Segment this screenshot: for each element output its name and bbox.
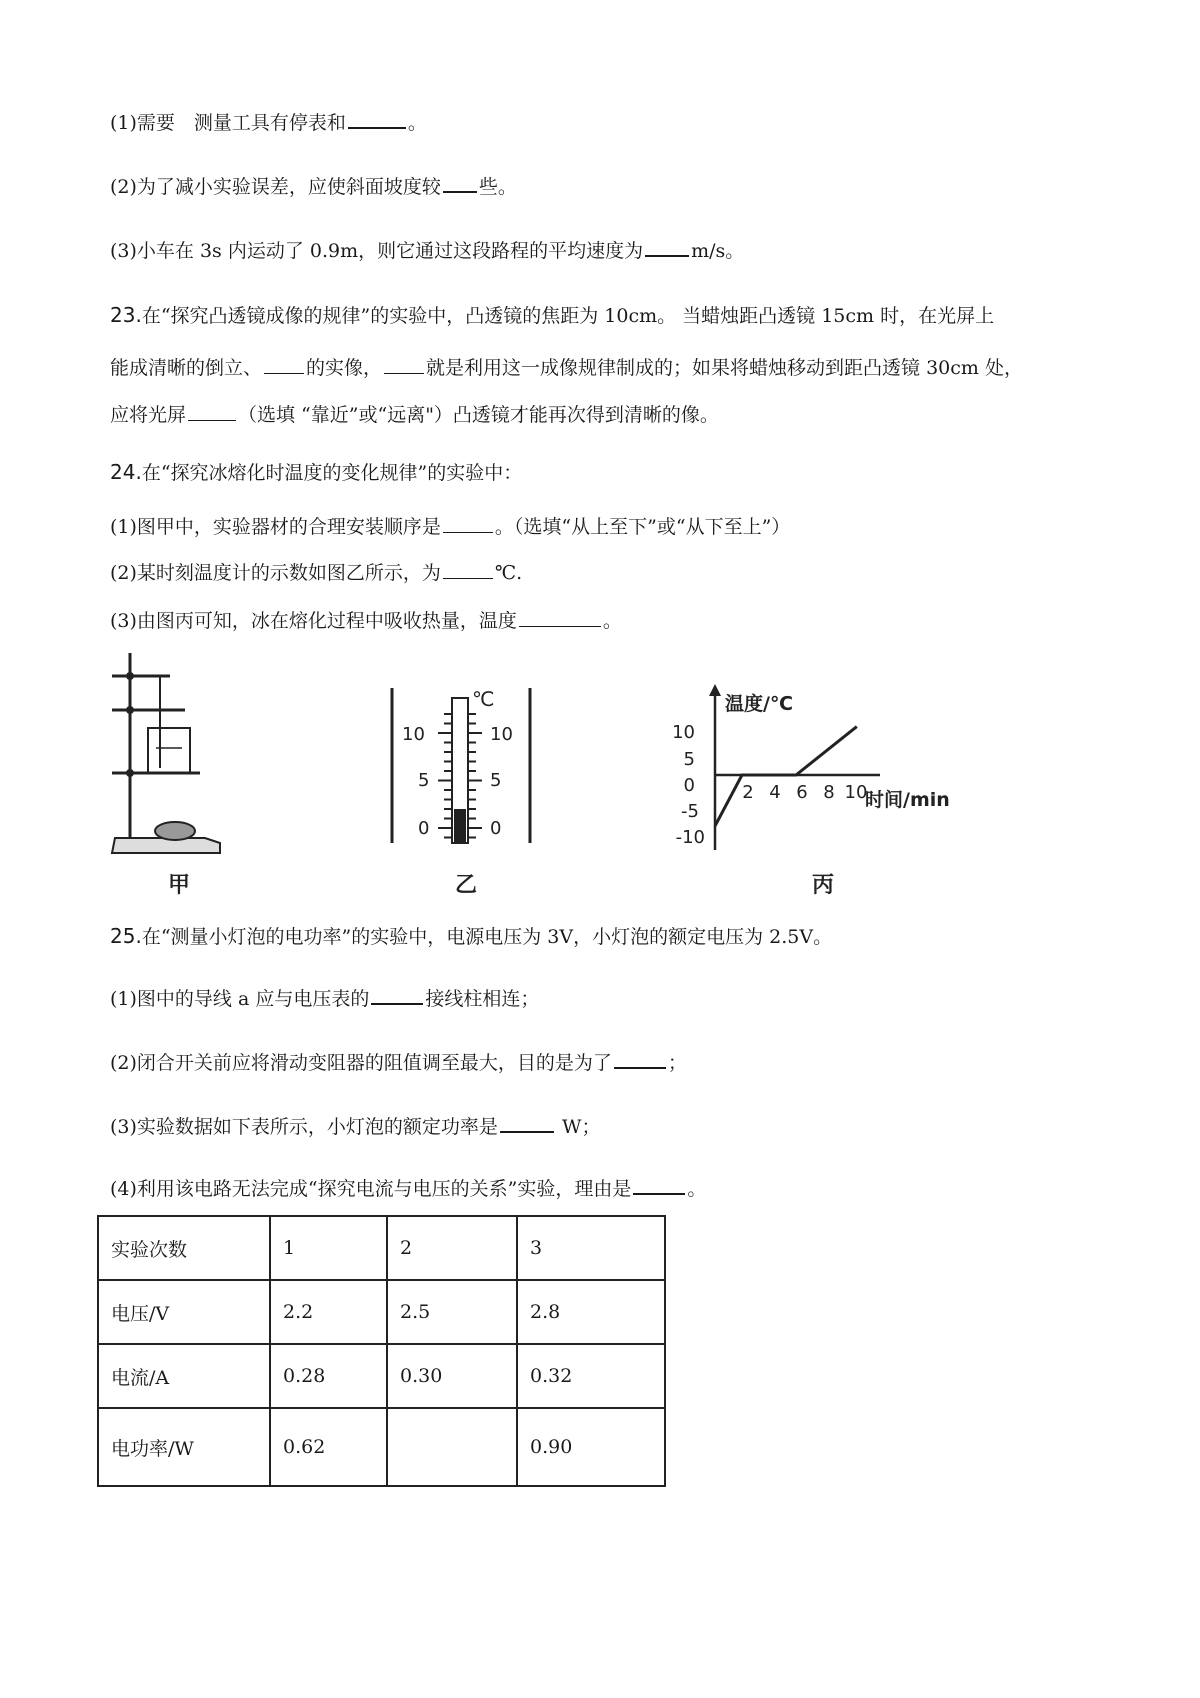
question-22-part-1: (1)需要 测量工具有停表和 。	[110, 112, 427, 134]
answer-blank[interactable]	[443, 190, 477, 193]
question-23-line-2: 能成清晰的倒立、 的实像， 就是利用这一成像规律制成的；如果将蜡烛移动到距凸透镜 30cm 处，	[110, 357, 1023, 379]
table-cell: 0.30	[387, 1344, 517, 1408]
question-24-part-3: (3)由图丙可知，冰在熔化过程中吸收热量，温度 。	[110, 610, 622, 632]
table-cell: 实验次数	[98, 1216, 270, 1280]
question-23-line-3: 应将光屏 （选填 “靠近”或“远离"）凸透镜才能再次得到清晰的像。	[110, 404, 719, 426]
temperature-series-line	[715, 727, 857, 826]
answer-blank[interactable]	[348, 126, 406, 129]
table-cell: 电流/A	[98, 1344, 270, 1408]
table-cell: 3	[517, 1216, 665, 1280]
question-25-part-4: (4)利用该电路无法完成“探究电流与电压的关系”实验，理由是 。	[110, 1178, 707, 1200]
answer-blank[interactable]	[500, 1130, 554, 1133]
table-cell: 2.2	[270, 1280, 387, 1344]
y-axis-arrow	[709, 684, 721, 696]
table-cell: 0.28	[270, 1344, 387, 1408]
x-tick-label: 4	[769, 782, 781, 803]
figure-yi-thermometer	[380, 678, 545, 848]
figure-bing-graph	[665, 680, 965, 855]
question-24-intro: 24.在“探究冰熔化时温度的变化规律”的实验中：	[110, 460, 523, 484]
table-cell: 0.90	[517, 1408, 665, 1486]
y-tick-label: 10	[672, 722, 695, 743]
x-tick-label: 10	[844, 782, 868, 803]
figure-yi-caption: 乙	[455, 873, 478, 898]
experiment-data-table	[97, 1215, 666, 1487]
left-tick-label: 10	[402, 724, 425, 745]
question-24-part-2: (2)某时刻温度计的示数如图乙所示，为 ℃.	[110, 562, 523, 584]
figure-bing-caption: 丙	[812, 873, 835, 898]
x-axis-label: 时间/min	[865, 789, 950, 811]
thermometer-unit: ℃	[472, 687, 495, 711]
table-cell: 2.8	[517, 1280, 665, 1344]
right-tick-label: 0	[490, 818, 502, 839]
question-25-part-2: (2)闭合开关前应将滑动变阻器的阻值调至最大，目的是为了 ；	[110, 1052, 687, 1074]
answer-blank[interactable]	[371, 1002, 423, 1005]
answer-blank[interactable]	[633, 1192, 685, 1195]
right-tick-label: 5	[490, 770, 502, 791]
answer-blank[interactable]	[645, 254, 689, 257]
table-row	[98, 1280, 665, 1344]
table-cell: 电压/V	[98, 1280, 270, 1344]
answer-blank[interactable]	[264, 372, 304, 374]
y-axis-label: 温度/℃	[725, 693, 793, 715]
right-tick-label: 10	[490, 724, 513, 745]
mercury-column	[454, 809, 466, 843]
table-row	[98, 1216, 665, 1280]
question-25-part-3: (3)实验数据如下表所示，小灯泡的额定功率是 W；	[110, 1116, 601, 1138]
question-23-line-1: 23.在“探究凸透镜成像的规律”的实验中，凸透镜的焦距为 10cm。 当蜡烛距凸透镜 15cm 时，在光屏上	[110, 303, 995, 327]
left-tick-label: 0	[418, 818, 430, 839]
question-25-part-1: (1)图中的导线 a 应与电压表的 接线柱相连；	[110, 988, 540, 1010]
table-cell: 1	[270, 1216, 387, 1280]
question-22-part-2: (2)为了减小实验误差，应使斜面坡度较 些。	[110, 176, 517, 198]
left-tick-label: 5	[418, 770, 430, 791]
x-tick-label: 2	[742, 782, 754, 803]
answer-blank[interactable]	[614, 1066, 666, 1069]
table-cell: 2.5	[387, 1280, 517, 1344]
table-cell: 0.62	[270, 1408, 387, 1486]
y-tick-label: 5	[683, 749, 695, 770]
figure-jia-caption: 甲	[168, 873, 191, 898]
figure-jia-apparatus	[110, 648, 230, 858]
question-25-intro: 25.在“测量小灯泡的电功率”的实验中，电源电压为 3V，小灯泡的额定电压为 2.5V。	[110, 924, 833, 948]
question-22-part-3: (3)小车在 3s 内运动了 0.9m，则它通过这段路程的平均速度为 m/s。	[110, 240, 745, 262]
table-cell[interactable]	[387, 1408, 517, 1486]
answer-blank[interactable]	[519, 625, 601, 627]
answer-blank[interactable]	[384, 372, 424, 374]
question-24-part-1: (1)图甲中，实验器材的合理安装顺序是 。（选填“从上至下”或“从下至上”）	[110, 516, 791, 538]
answer-blank[interactable]	[443, 577, 493, 579]
table-cell: 电功率/W	[98, 1408, 270, 1486]
table-row	[98, 1344, 665, 1408]
x-tick-label: 6	[796, 782, 808, 803]
table-cell: 0.32	[517, 1344, 665, 1408]
answer-blank[interactable]	[188, 419, 236, 421]
answer-blank[interactable]	[443, 531, 493, 533]
y-tick-label: -5	[681, 801, 699, 822]
table-cell: 2	[387, 1216, 517, 1280]
y-tick-label: 0	[683, 775, 695, 796]
table-row	[98, 1408, 665, 1486]
y-tick-label: -10	[675, 827, 705, 848]
x-tick-label: 8	[823, 782, 835, 803]
